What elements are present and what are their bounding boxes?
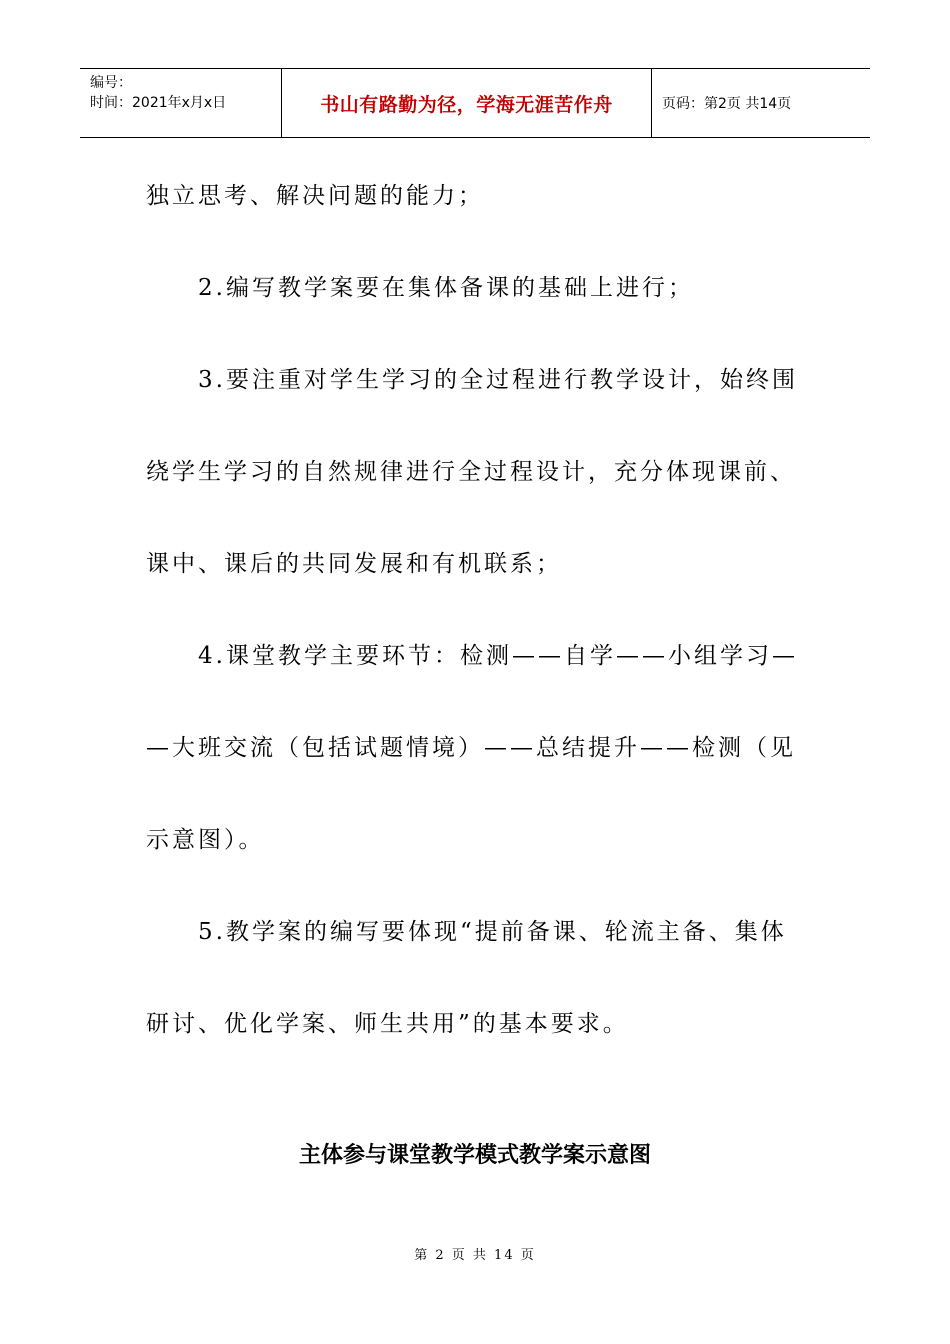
body-line: 3.要注重对学生学习的全过程进行教学设计，始终围: [198, 367, 798, 393]
page-footer: 第 2 页 共 14 页: [414, 1248, 536, 1263]
body-line: 4.课堂教学主要环节：检测——自学——小组学习—: [198, 643, 798, 669]
header-motto-cell: [282, 69, 652, 137]
body-text: [146, 150, 806, 1070]
body-line: 示意图）。: [146, 827, 265, 853]
header-page-label: 页码：第2页 共14页: [662, 96, 792, 112]
header-motto: 书山有路勤为径，学海无涯苦作舟: [320, 93, 613, 116]
body-line: 绕学生学习的自然规律进行全过程设计，充分体现课前、: [146, 459, 796, 485]
page-header: [80, 68, 870, 138]
header-meta: [80, 69, 282, 137]
body-line: —大班交流（包括试题情境）——总结提升——检测（见: [146, 735, 796, 761]
body-line: 课中、课后的共同发展和有机联系；: [146, 551, 562, 577]
body-line: 5.教学案的编写要体现“提前备课、轮流主备、集体: [198, 919, 787, 945]
diagram-title: 主体参与课堂教学模式教学案示意图: [298, 1143, 651, 1168]
header-date-label: 时间：2021年x月x日: [90, 95, 227, 111]
body-line: 2.编写教学案要在集体备课的基础上进行；: [198, 275, 694, 301]
body-line: 独立思考、解决问题的能力；: [146, 183, 484, 209]
header-page-cell: [652, 69, 870, 137]
header-number-label: 编号：: [90, 75, 132, 91]
body-line: 研讨、优化学案、师生共用”的基本要求。: [146, 1011, 629, 1037]
